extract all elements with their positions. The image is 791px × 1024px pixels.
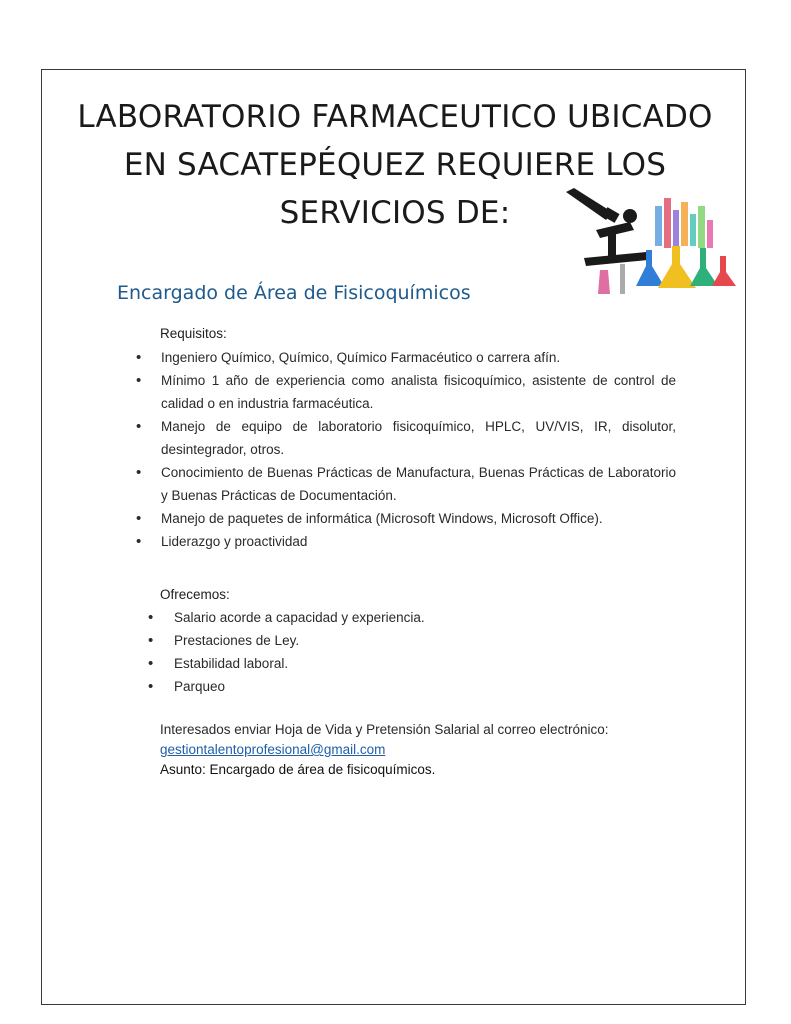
title-line-2: EN SACATEPÉQUEZ REQUIERE LOS xyxy=(123,147,667,183)
list-item: • Prestaciones de Ley. xyxy=(148,629,425,652)
contact-section xyxy=(160,720,609,780)
list-item: • Salario acorde a capacidad y experiencia. xyxy=(148,606,425,629)
title-line-3: SERVICIOS DE: xyxy=(279,195,511,231)
list-item: • Mínimo 1 año de experiencia como analista fisicoquímico, asistente de control de calidad o en industria farmacéutica. xyxy=(136,369,676,415)
position-title: Encargado de Área de Fisicoquímicos xyxy=(117,282,471,304)
email-subject: Asunto: Encargado de área de fisicoquímicos. xyxy=(160,762,436,777)
contact-instruction: Interesados enviar Hoja de Vida y Pretensión Salarial al correo electrónico: xyxy=(160,722,609,737)
requirements-list xyxy=(136,346,676,553)
list-item: • Conocimiento de Buenas Prácticas de Manufactura, Buenas Prácticas de Laboratorio y Buenas Prácticas de Documentación. xyxy=(136,461,676,507)
list-item: • Parqueo xyxy=(148,675,425,698)
laboratory-microscope-flasks-icon xyxy=(560,186,750,296)
list-item: • Manejo de paquetes de informática (Microsoft Windows, Microsoft Office). xyxy=(136,507,676,530)
offers-list xyxy=(148,606,425,698)
offers-label: Ofrecemos: xyxy=(160,587,230,602)
list-item: • Estabilidad laboral. xyxy=(148,652,425,675)
list-item: • Ingeniero Químico, Químico, Químico Farmacéutico o carrera afín. xyxy=(136,346,676,369)
list-item: • Manejo de equipo de laboratorio fisicoquímico, HPLC, UV/VIS, IR, disolutor, desintegrador, otros. xyxy=(136,415,676,461)
title-line-1: LABORATORIO FARMACEUTICO UBICADO xyxy=(77,99,713,135)
email-link[interactable]: gestiontalentoprofesional@gmail.com xyxy=(160,742,386,757)
requirements-label: Requisitos: xyxy=(160,326,227,341)
list-item: • Liderazgo y proactividad xyxy=(136,530,676,553)
